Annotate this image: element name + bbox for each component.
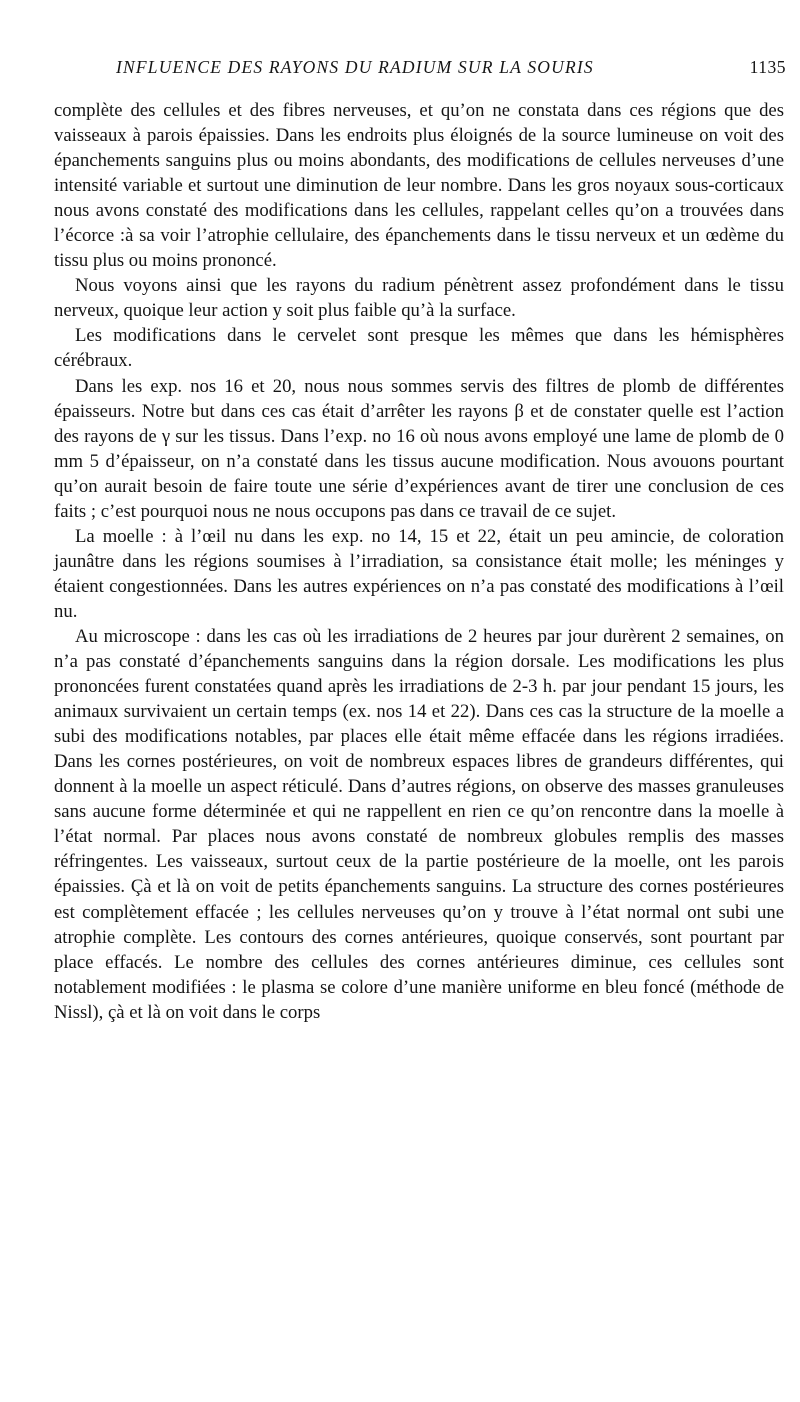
paragraph-2: Nous voyons ainsi que les rayons du radium pénètrent assez profondément dans le tissu nerveux, quoique leur action y soit plus faible qu’à la surface.: [54, 275, 784, 322]
page-header: [54, 57, 786, 87]
body-text: [54, 98, 784, 1025]
paragraph-3: Les modifications dans le cervelet sont presque les mêmes que dans les hémisphères cérébraux.: [54, 325, 784, 372]
page-number: 1135: [749, 57, 786, 77]
paragraph-4: Dans les exp. nos 16 et 20, nous nous sommes servis des filtres de plomb de différentes épaisseurs. Notre but dans ces cas était d’arrêter les rayons β et de constater quelle est l’action des rayons de γ sur les tissus. Dans l’exp. no 16 où nous avons employé une lame de plomb de 0 mm 5 d’épaisseur, on n’a constaté dans les tissus aucune modification. Nous avouons pourtant qu’on aurait besoin de faire toute une série d’expériences avant de tirer une conclusion de ces faits ; c’est pourquoi nous ne nous occupons pas dans ce travail de ce sujet.: [54, 375, 784, 522]
paragraph-5: La moelle : à l’œil nu dans les exp. no 14, 15 et 22, était un peu amincie, de coloration jaunâtre dans les régions soumises à l’irradiation, sa consistance était molle; les méninges y étaient congestionnées. Dans les autres expériences on n’a pas constaté des modifications à l’œil nu.: [54, 525, 784, 622]
paragraph-1: complète des cellules et des fibres nerveuses, et qu’on ne constata dans ces régions que des vaisseaux à parois épaissies. Dans les endroits plus éloignés de la source lumineuse on voit des épanchements sanguins plus ou moins abondants, des modifications de cellules nerveuses d’une intensité variable et surtout une diminution de leur nombre. Dans les gros noyaux sous-corticaux nous avons constaté des modifications dans les cellules, rappelant celles qu’on a trouvées dans l’écorce :à sa voir l’atrophie cellulaire, des épanchements dans le tissu nerveux et un œdème du tissu plus ou moins prononcé.: [54, 100, 784, 272]
paragraph-6: Au microscope : dans les cas où les irradiations de 2 heures par jour durèrent 2 semaines, on n’a pas constaté d’épanchements sanguins dans la région dorsale. Les modifications les plus prononcées furent constatées quand après les irradiations de 2-3 h. par jour pendant 15 jours, les animaux survivaient un certain temps (ex. nos 14 et 22). Dans ces cas la structure de la moelle a subi des modifications notables, par places elle était même effacée dans les régions irradiées. Dans les cornes postérieures, on voit de nombreux espaces libres de grandeurs différentes, qui donnent à la moelle un aspect réticulé. Dans d’autres régions, on observe des masses granuleuses sans aucune forme déterminée et qui ne rappellent en rien ce qu’on rencontre dans la moelle à l’état normal. Par places nous avons constaté de nombreux globules remplis des masses réfringentes. Les vaisseaux, surtout ceux de la partie postérieure de la moelle, ont les parois épaissies. Çà et là on voit de petits épanchements sanguins. La structure des cornes postérieures est complètement effacée ; les cellules nerveuses qu’on y trouve à l’état normal ont subi une atrophie complète. Les contours des cornes antérieures, quoique conservés, sont pourtant par place effacés. Le nombre des cellules des cornes antérieures diminue, ces cellules sont notablement modifiées : le plasma se colore d’une manière uniforme en bleu foncé (méthode de Nissl), çà et là on voit dans le corps: [54, 625, 784, 1023]
running-title: INFLUENCE DES RAYONS DU RADIUM SUR LA SOURIS: [116, 57, 594, 77]
